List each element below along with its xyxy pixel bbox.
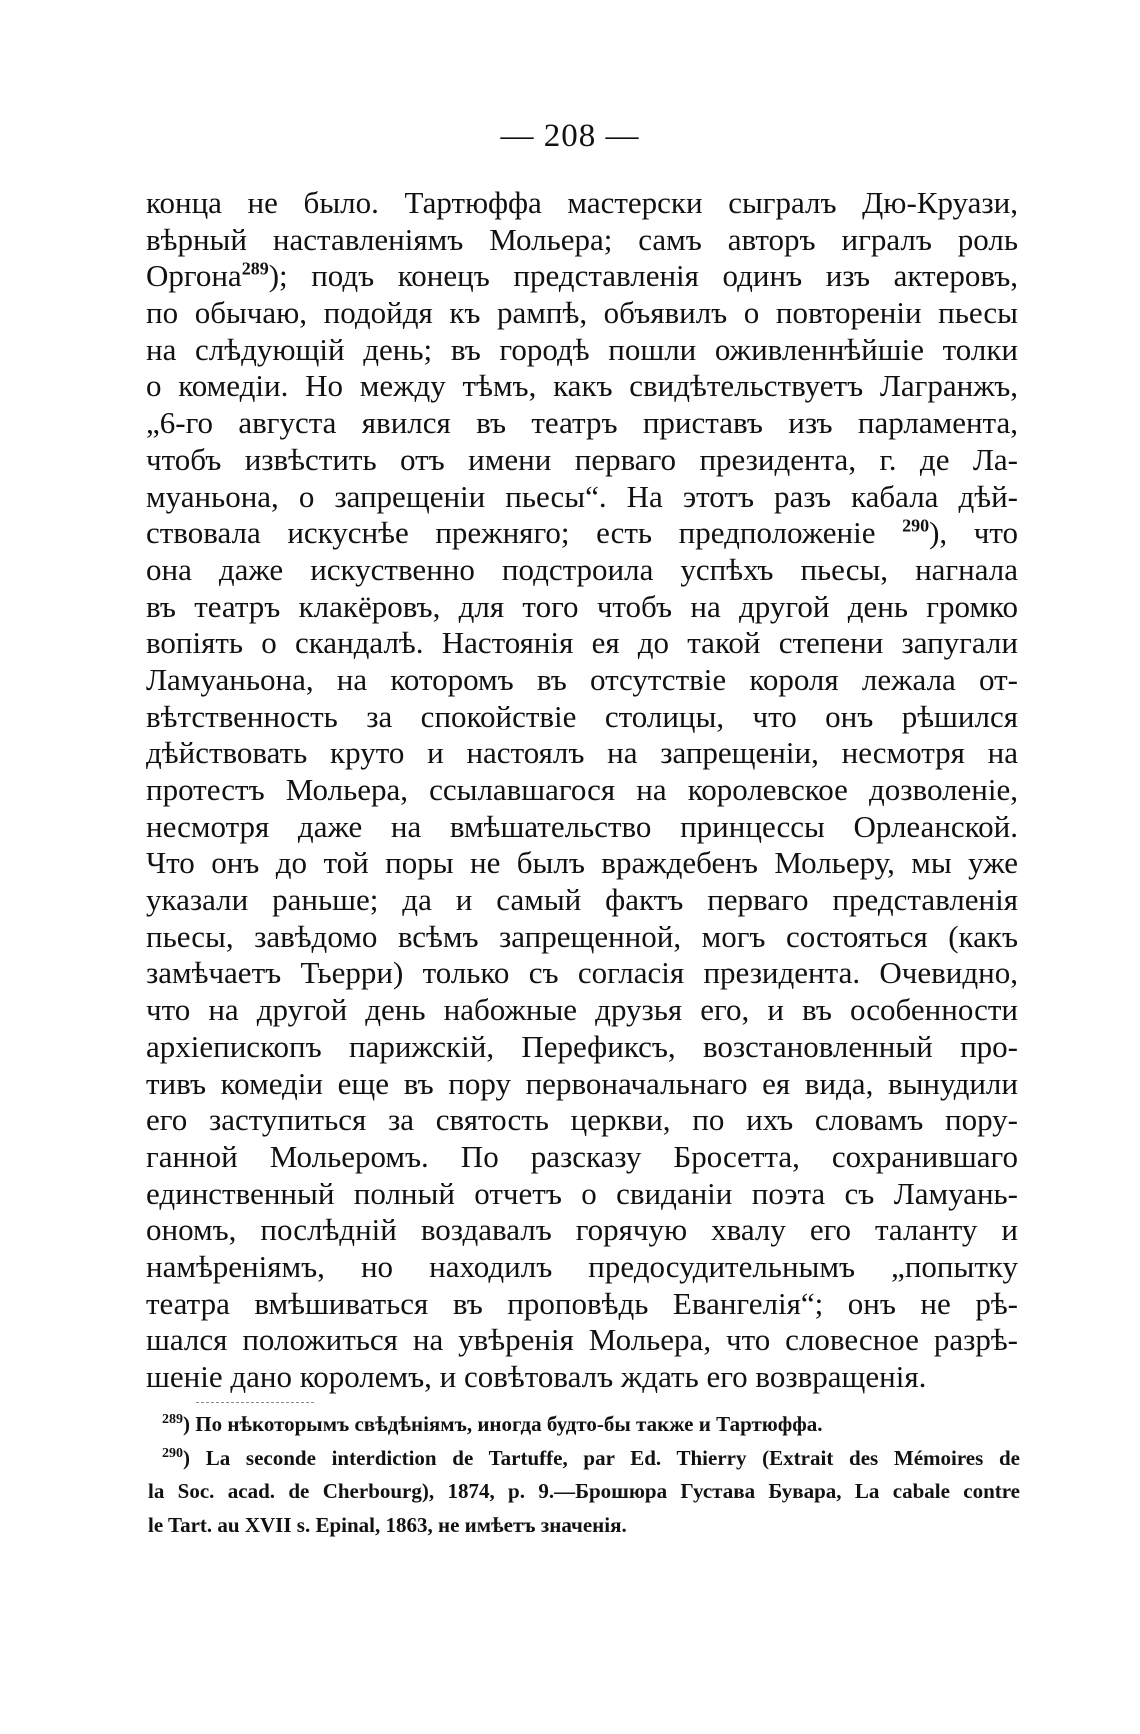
- text-line: его заступиться за святость церкви, по ихъ словамъ пору-: [146, 1102, 1018, 1138]
- text-line: что на другой день набожные друзья его, и въ особенности: [146, 992, 1018, 1028]
- text-fragment: Оргона: [146, 258, 242, 294]
- text-line-with-ref: [146, 258, 1018, 295]
- text-fragment: ); подъ конецъ представленія одинъ изъ актеровъ,: [268, 258, 1018, 294]
- text-line: единственный полный отчетъ о свиданіи поэта съ Ламуань-: [146, 1175, 1018, 1211]
- text-line: вопіять о скандалѣ. Настоянія ея до такой степени запугали: [146, 625, 1018, 661]
- text-line: она даже искуственно подстроила успѣхъ пьесы, нагнала: [146, 551, 1018, 587]
- main-text: [146, 185, 1018, 1396]
- text-line: шеніе дано королемъ, и совѣтовалъ ждать его возвращенія.: [146, 1359, 927, 1394]
- text-line: Что онъ до той поры не былъ враждебенъ Мольеру, мы уже: [146, 845, 1018, 881]
- text-line: муаньона, о запрещеніи пьесы“. На этотъ разъ кабала дѣй-: [146, 478, 1018, 514]
- text-line: чтобъ извѣстить отъ имени перваго президента, г. де Ла-: [146, 441, 1018, 477]
- text-line: шался положиться на увѣренія Мольера, что словесное разрѣ-: [146, 1322, 1018, 1358]
- footnote-mark: 289: [162, 1412, 183, 1427]
- text-line: архіепископъ парижскій, Перефиксъ, возстановленный про-: [146, 1028, 1018, 1064]
- footnote-290-line: la Soc. acad. de Cherbourg), 1874, p. 9.—Брошюра Густава Бувара, La cabale contre: [148, 1479, 1020, 1503]
- footnote-ref-290: 290: [902, 515, 930, 536]
- footnote-text: ) La seconde interdiction de Tartuffe, par Ed. Thierry (Extrait des Mémoires de: [183, 1445, 1020, 1470]
- footnote-290: [148, 1442, 1020, 1476]
- text-line: въ театръ клакёровъ, для того чтобъ на другой день громко: [146, 588, 1018, 624]
- page-number: — 208 —: [500, 118, 640, 154]
- text-line: о комедіи. Но между тѣмъ, какъ свидѣтельствуетъ Лагранжъ,: [146, 368, 1018, 404]
- text-line: конца не было. Тартюффа мастерски сыгралъ Дю-Круази,: [146, 185, 1018, 220]
- text-line: замѣчаетъ Тьерри) только съ согласія президента. Очевидно,: [146, 955, 1018, 991]
- text-line: несмотря даже на вмѣшательство принцессы Орлеанской.: [146, 808, 1018, 844]
- text-line: на слѣдующій день; въ городѣ пошли оживленнѣйшіе толки: [146, 331, 1018, 367]
- text-line: вѣрный наставленіямъ Мольера; самъ авторъ игралъ роль: [146, 221, 1018, 257]
- text-line: пьесы, завѣдомо всѣмъ запрещенной, могъ состояться (какъ: [146, 918, 1018, 954]
- text-fragment: ), что: [929, 515, 1019, 551]
- text-line: тивъ комедіи еще въ пору первоначальнаго ея вида, вынудили: [146, 1065, 1018, 1101]
- text-line: „6-го августа явился въ театръ приставъ изъ парламента,: [146, 405, 1018, 441]
- text-line: ономъ, послѣдній воздавалъ горячую хвалу его таланту и: [146, 1212, 1018, 1248]
- text-line: по обычаю, подойдя къ рампѣ, объявилъ о повтореніи пьесы: [146, 295, 1018, 331]
- text-line: дѣйствовать круто и настоялъ на запрещеніи, несмотря на: [146, 735, 1018, 771]
- text-line-with-ref: [146, 515, 1018, 552]
- text-line: намѣреніямъ, но находилъ предосудительнымъ „попытку: [146, 1248, 1018, 1284]
- text-line: протестъ Мольера, ссылавшагося на королевское дозволеніе,: [146, 772, 1018, 807]
- footnote-289: [148, 1408, 1020, 1442]
- text-line: указали раньше; да и самый фактъ перваго представленія: [146, 882, 1018, 918]
- footnote-text: ) По нѣкоторымъ свѣдѣніямъ, иногда будто-бы также и Тартюффа.: [183, 1412, 823, 1436]
- text-line: вѣтственность за спокойствіе столицы, что онъ рѣшился: [146, 698, 1018, 734]
- footnote-290-line: le Tart. au XVII s. Epinal, 1863, не имѣетъ значенія.: [148, 1512, 627, 1537]
- footnote-ref-289: 289: [241, 259, 269, 280]
- text-line: Ламуаньона, на которомъ въ отсутствіе короля лежала от-: [146, 661, 1018, 697]
- text-fragment: ствовала искуснѣе прежняго; есть предположеніе: [146, 515, 876, 551]
- text-line: театра вмѣшиваться въ проповѣдь Евангелія“; онъ не рѣ-: [146, 1285, 1018, 1321]
- text-line: ганной Мольеромъ. По разсказу Бросетта, сохранившаго: [146, 1138, 1018, 1174]
- footnote-divider: [196, 1402, 314, 1404]
- footnotes: [148, 1408, 1020, 1542]
- footnote-mark: 290: [162, 1445, 183, 1461]
